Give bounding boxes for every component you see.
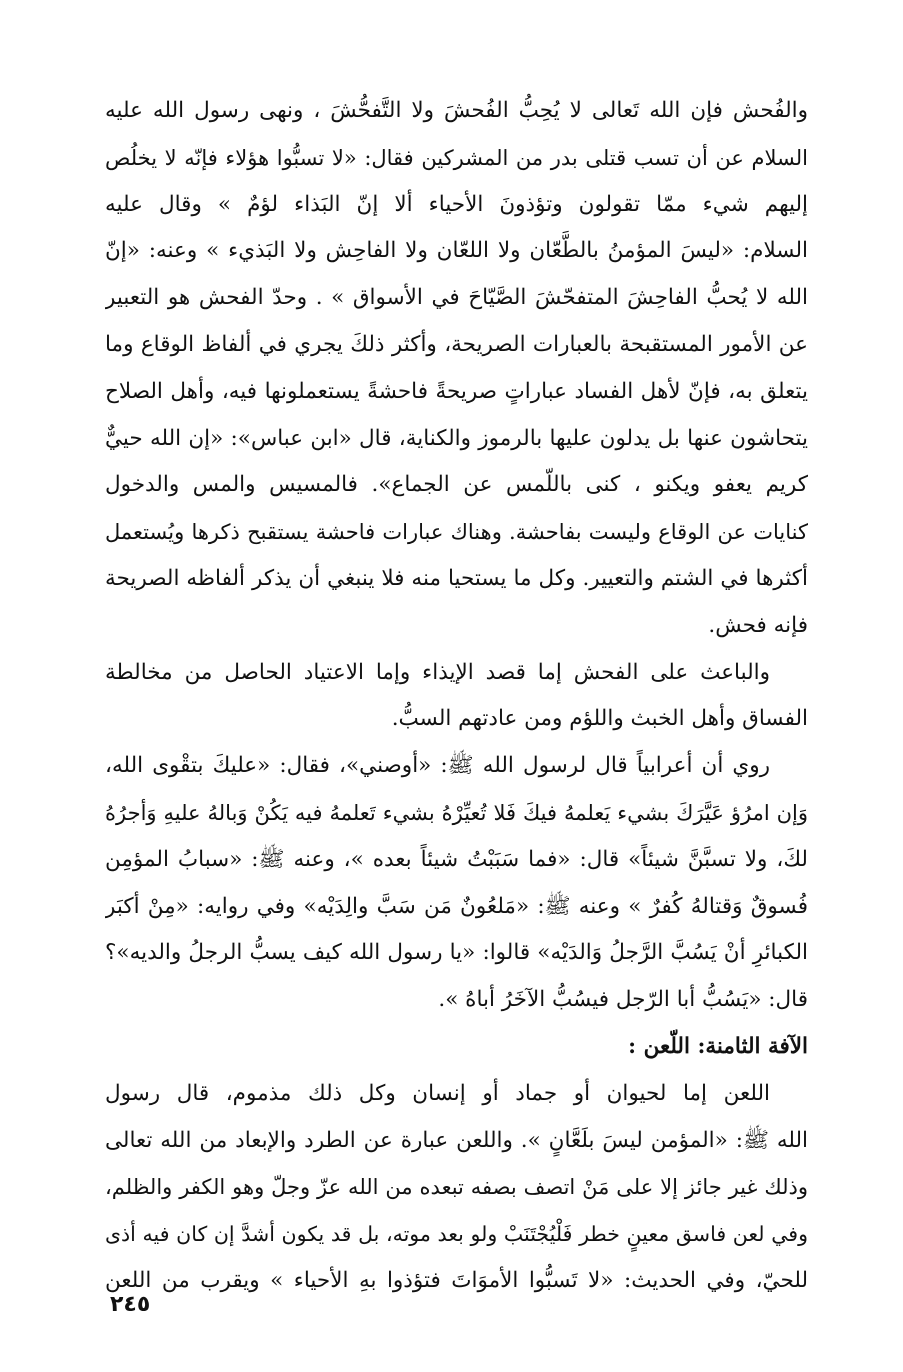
text-line: وَإن امرُؤ عَيَّرَكَ بشيء يَعلمهُ فيكَ فَلا تُعيِّرْهُ بشيء تَعلمهُ فيه يَكُنْ وَبالهُ عليهِ وَأجرُهُ bbox=[105, 800, 808, 825]
text-line: كريم يعفو ويكنو ، كنى باللّمس عن الجماع». فالمسيس والمس والدخول bbox=[105, 472, 808, 498]
text-line: فُسوقٌ وَقتالهُ كُفرٌ » وعنه ﷺ: «مَلعُونٌ مَن سَبَّ والِدَيْه» وفي روايه: «مِنْ أكبَر bbox=[105, 893, 808, 919]
text-line: يتعلق به، فإنّ لأهل الفساد عباراتٍ صريحةً فاحشةً يستعملونها فيه، وأهل الصلاح bbox=[105, 378, 808, 404]
text-line: عن الأمور المستقبحة بالعبارات الصريحة، وأكثر ذلكَ يجري في ألفاظ الوقاع وما bbox=[105, 331, 808, 357]
page-number: ٢٤٥ bbox=[110, 1292, 151, 1317]
paragraph-3 bbox=[105, 743, 808, 1024]
paragraph-4 bbox=[105, 1071, 808, 1305]
text-line: لكَ، ولا تسبَّنَّ شيئاً» قال: «فما سَبَبْتُ شيئاً بعده »، وعنه ﷺ: «سبابُ المؤمِن bbox=[105, 846, 808, 872]
text-line: الله ﷺ: «المؤمن ليسَ بلَعَّانٍ ». واللعن عبارة عن الطرد والإبعاد من الله تعالى bbox=[105, 1127, 808, 1153]
text-line: للحيّ، وفي الحديث: «لا تَسبُّوا الأموَاتَ فتؤذوا بهِ الأحياء » ويقرب من اللعن bbox=[105, 1267, 808, 1293]
text-line: يتحاشون عنها بل يدلون عليها بالرموز والكناية، قال «ابن عباس»: «إن الله حييٌّ bbox=[105, 425, 808, 451]
text-line: وذلك غير جائز إلا على مَنْ اتصف بصفه تبعده من الله عزّ وجلّ وهو الكفر والظلم، bbox=[105, 1175, 808, 1200]
section-heading: الآفة الثامنة: اللّعن : bbox=[628, 1033, 808, 1059]
text-line: الكبائرِ أنْ يَسُبَّ الرَّجلُ وَالدَيْه» قالوا: «يا رسول الله كيف يسبُّ الرجلُ والديه»؟ bbox=[105, 940, 808, 966]
text-line: أكثرها في الشتم والتعيير. وكل ما يستحيا منه فلا ينبغي أن يذكر ألفاظه الصريحة bbox=[105, 565, 808, 591]
text-line: وفي لعن فاسق معينٍ خطر فَلْيُجْتَنَبْ ولو بعد موته، بل قد يكون أشدَّ إن كان فيه أذى bbox=[105, 1222, 808, 1247]
text-line: السلام: «ليسَ المؤمنُ بالطَّعّان ولا اللعّان ولا الفاحِش ولا البَذيء » وعنه: «إنّ bbox=[105, 238, 808, 264]
paragraph-2 bbox=[105, 650, 808, 744]
text-line: والفُحش فإن الله تَعالى لا يُحِبُّ الفُحشَ ولا التَّفحُّشَ ، ونهى رسول الله عليه bbox=[105, 98, 808, 123]
paragraph-1 bbox=[105, 88, 808, 650]
text-line: قال: «يَسُبُّ أبا الرّجل فيسُبُّ الآخَرُ أباهُ ». bbox=[438, 987, 808, 1013]
text-line: إليهم شيء ممّا تقولون وتؤذونَ الأحياء ألا إنّ البَذاء لؤمٌ » وقال عليه bbox=[105, 191, 808, 217]
text-line: الفساق وأهل الخبث واللؤم ومن عادتهم السبُّ. bbox=[391, 706, 808, 732]
text-line: والباعث على الفحش إما قصد الإيذاء وإما الاعتياد الحاصل من مخالطة bbox=[105, 659, 770, 685]
text-line: فإنه فحش. bbox=[708, 612, 808, 638]
text-line: السلام عن أن تسب قتلى بدر من المشركين فقال: «لا تسبُّوا هؤلاء فإنّه لا يخلُص bbox=[105, 145, 808, 170]
text-line: الله لا يُحبُّ الفاحِشَ المتفحّشَ الصَّيّاحَ في الأسواق » . وحدّ الفحش هو التعبير bbox=[105, 285, 808, 311]
text-line: اللعن إما لحيوان أو جماد أو إنسان وكل ذلك مذموم، قال رسول bbox=[105, 1080, 770, 1106]
text-line: كنايات عن الوقاع وليست بفاحشة. وهناك عبارات فاحشة يستقبح ذكرها ويُستعمل bbox=[105, 520, 808, 545]
text-line: روي أن أعرابياً قال لرسول الله ﷺ: «أوصني»، فقال: «عليكَ بتقْوى الله، bbox=[105, 753, 770, 779]
